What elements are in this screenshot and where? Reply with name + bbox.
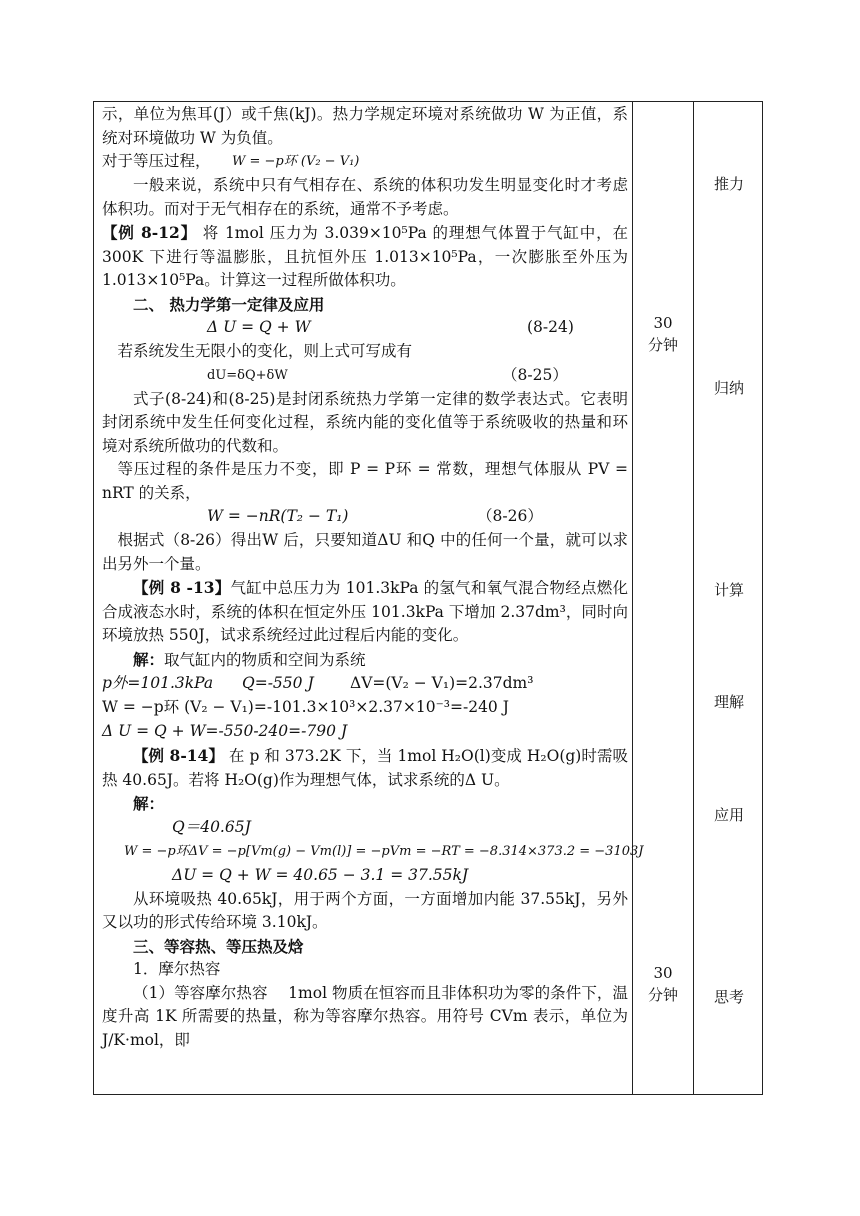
- time-value: 30: [653, 964, 673, 982]
- heat-value: Q=-550 J: [242, 674, 314, 692]
- time-allocation-2: [633, 962, 693, 1006]
- energy-calc: ΔU = Q + W = 40.65 − 3.1 = 37.55kJ: [172, 865, 469, 884]
- isobaric-label: 对于等压过程，: [102, 152, 211, 170]
- isobaric-work-equation: W = −p环 (V₂ − V₁): [232, 154, 360, 169]
- work-calc: W = −p环 (V₂ − V₁)=-101.3×10³×2.37×10⁻³=-240 J: [102, 698, 509, 716]
- volume-change: ΔV=(V₂ − V₁)=2.37dm³: [350, 674, 534, 692]
- time-value: 30: [653, 314, 673, 332]
- example-tag: 【例 8-12】: [102, 223, 197, 242]
- content-column: [102, 103, 644, 1052]
- time-allocation-1: [633, 312, 693, 356]
- solution-text: 取气缸内的物质和空间为系统: [164, 650, 366, 669]
- paragraph-volume-work: 一般来说，系统中只有气相存在、系统的体积功发生明显变化时才考虑体积功。而对于无气相存在的系统，通常不予考虑。: [102, 176, 628, 218]
- paragraph-first-law-meaning: 式子(8-24)和(8-25)是封闭系统热力学第一定律的数学表达式。它表明封闭系统中发生任何变化过程，系统内能的变化值等于系统吸收的热量和环境对系统所做功的代数和。: [102, 389, 628, 455]
- method-think: 思考: [713, 988, 744, 1006]
- example-tag: 【例 8-14】: [133, 746, 224, 765]
- equation-number: (8-24): [527, 318, 574, 336]
- energy-calc: Δ U = Q + W=-550-240=-790 J: [102, 722, 348, 740]
- solution-label-8-14: 解：: [133, 794, 165, 813]
- equation-8-24: [102, 316, 628, 340]
- work-calc: W = −p环ΔV = −p[Vm(g) − Vm(l)] = −pVm = −RT = −8.314×373.2 = −3103J: [124, 843, 644, 859]
- example-8-12: [102, 221, 628, 293]
- solution-label: 解：: [133, 649, 165, 669]
- equation-8-25: [102, 364, 628, 388]
- equation-number: （8-25）: [502, 365, 568, 384]
- solution-8-13-line1: [102, 672, 628, 696]
- paragraph-heat-absorb: 从环境吸热 40.65kJ，用于两个方面，一方面增加内能 37.55kJ，另外又以功的形式传给环境 3.10kJ。: [102, 889, 628, 931]
- section-heading-heat-enthalpy: 三、等容热、等压热及焓: [133, 936, 304, 956]
- method-apply: 应用: [713, 806, 744, 824]
- solution-8-13-line3: [102, 720, 628, 744]
- solution-8-13-line2: [102, 696, 628, 720]
- section-heading-first-law: 二、 热力学第一定律及应用: [133, 294, 325, 314]
- solution-8-13-intro: [102, 648, 628, 673]
- equation: W = −nR(T₂ − T₁): [207, 507, 349, 525]
- column-divider: [632, 102, 633, 1094]
- equation-number: （8-26）: [477, 507, 543, 525]
- paragraph-isobaric-condition: 等压过程的条件是压力不变，即 P = P环 = 常数，理想气体服从 PV = nRT 的关系，: [102, 460, 628, 502]
- example-text: 将 1mol 压力为 3.039×10⁵Pa 的理想气体置于气缸中，在 300K 下进行等温膨胀，且抗恒外压 1.013×10⁵Pa，一次膨胀至外压为 1.013×10⁵Pa。计算这一过程所做体积功。: [102, 224, 628, 289]
- paragraph-infinitesimal: 若系统发生无限小的变化，则上式可写成有: [117, 342, 413, 360]
- example-text: 在 p 和 373.2K 下，当 1mol H₂O(l)变成 H₂O(g)时需吸热 40.65J。若将 H₂O(g)作为理想气体，试求系统的Δ U。: [102, 747, 629, 789]
- solution-8-14-du: [102, 864, 628, 888]
- solution-8-14-q: [102, 816, 628, 840]
- example-8-14: [102, 744, 628, 792]
- example-8-13: [102, 576, 628, 648]
- heat-value: Q＝40.65J: [172, 817, 251, 836]
- paragraph-derive: 根据式（8-26）得出W 后，只要知道ΔU 和Q 中的任何一个量，就可以求出另外一个量。: [102, 531, 628, 573]
- lesson-table: [93, 101, 763, 1095]
- paragraph-isochoric-molar-heat: （1）等容摩尔热容 1mol 物质在恒容而且非体积功为零的条件下，温度升高 1K 所需要的热量，称为等容摩尔热容。用符号 CVm 表示，单位为 J/K·mol，即: [102, 983, 628, 1049]
- isobaric-work-row: [102, 150, 628, 174]
- example-tag: 【例 8 -13】: [133, 578, 231, 597]
- method-summarize: 归纳: [713, 379, 744, 397]
- method-understand: 理解: [713, 693, 744, 711]
- subheading-molar-heat: 1．摩尔热容: [133, 960, 221, 978]
- method-calculate: 计算: [713, 581, 744, 599]
- paragraph-work-sign: 示，单位为焦耳(J）或千焦(kJ)。热力学规定环境对系统做功 W 为正值，系统对环境做功 W 为负值。: [102, 105, 628, 147]
- equation: dU=δQ+δW: [207, 367, 288, 383]
- example-text: 气缸中总压力为 101.3kPa 的氢气和氧气混合物经点燃化合成液态水时，系统的体积在恒定外压 101.3kPa 下增加 2.37dm³，同时向环境放热 550J，试求系统经过此过程后内能的变化。: [102, 579, 628, 644]
- equation: Δ U = Q + W: [207, 318, 311, 336]
- time-unit: 分钟: [647, 336, 678, 354]
- pressure-value: p外=101.3kPa: [102, 674, 214, 692]
- method-push: 推力: [713, 175, 744, 193]
- solution-8-14-w: [102, 840, 644, 864]
- equation-8-26: [102, 505, 628, 529]
- time-unit: 分钟: [647, 986, 678, 1004]
